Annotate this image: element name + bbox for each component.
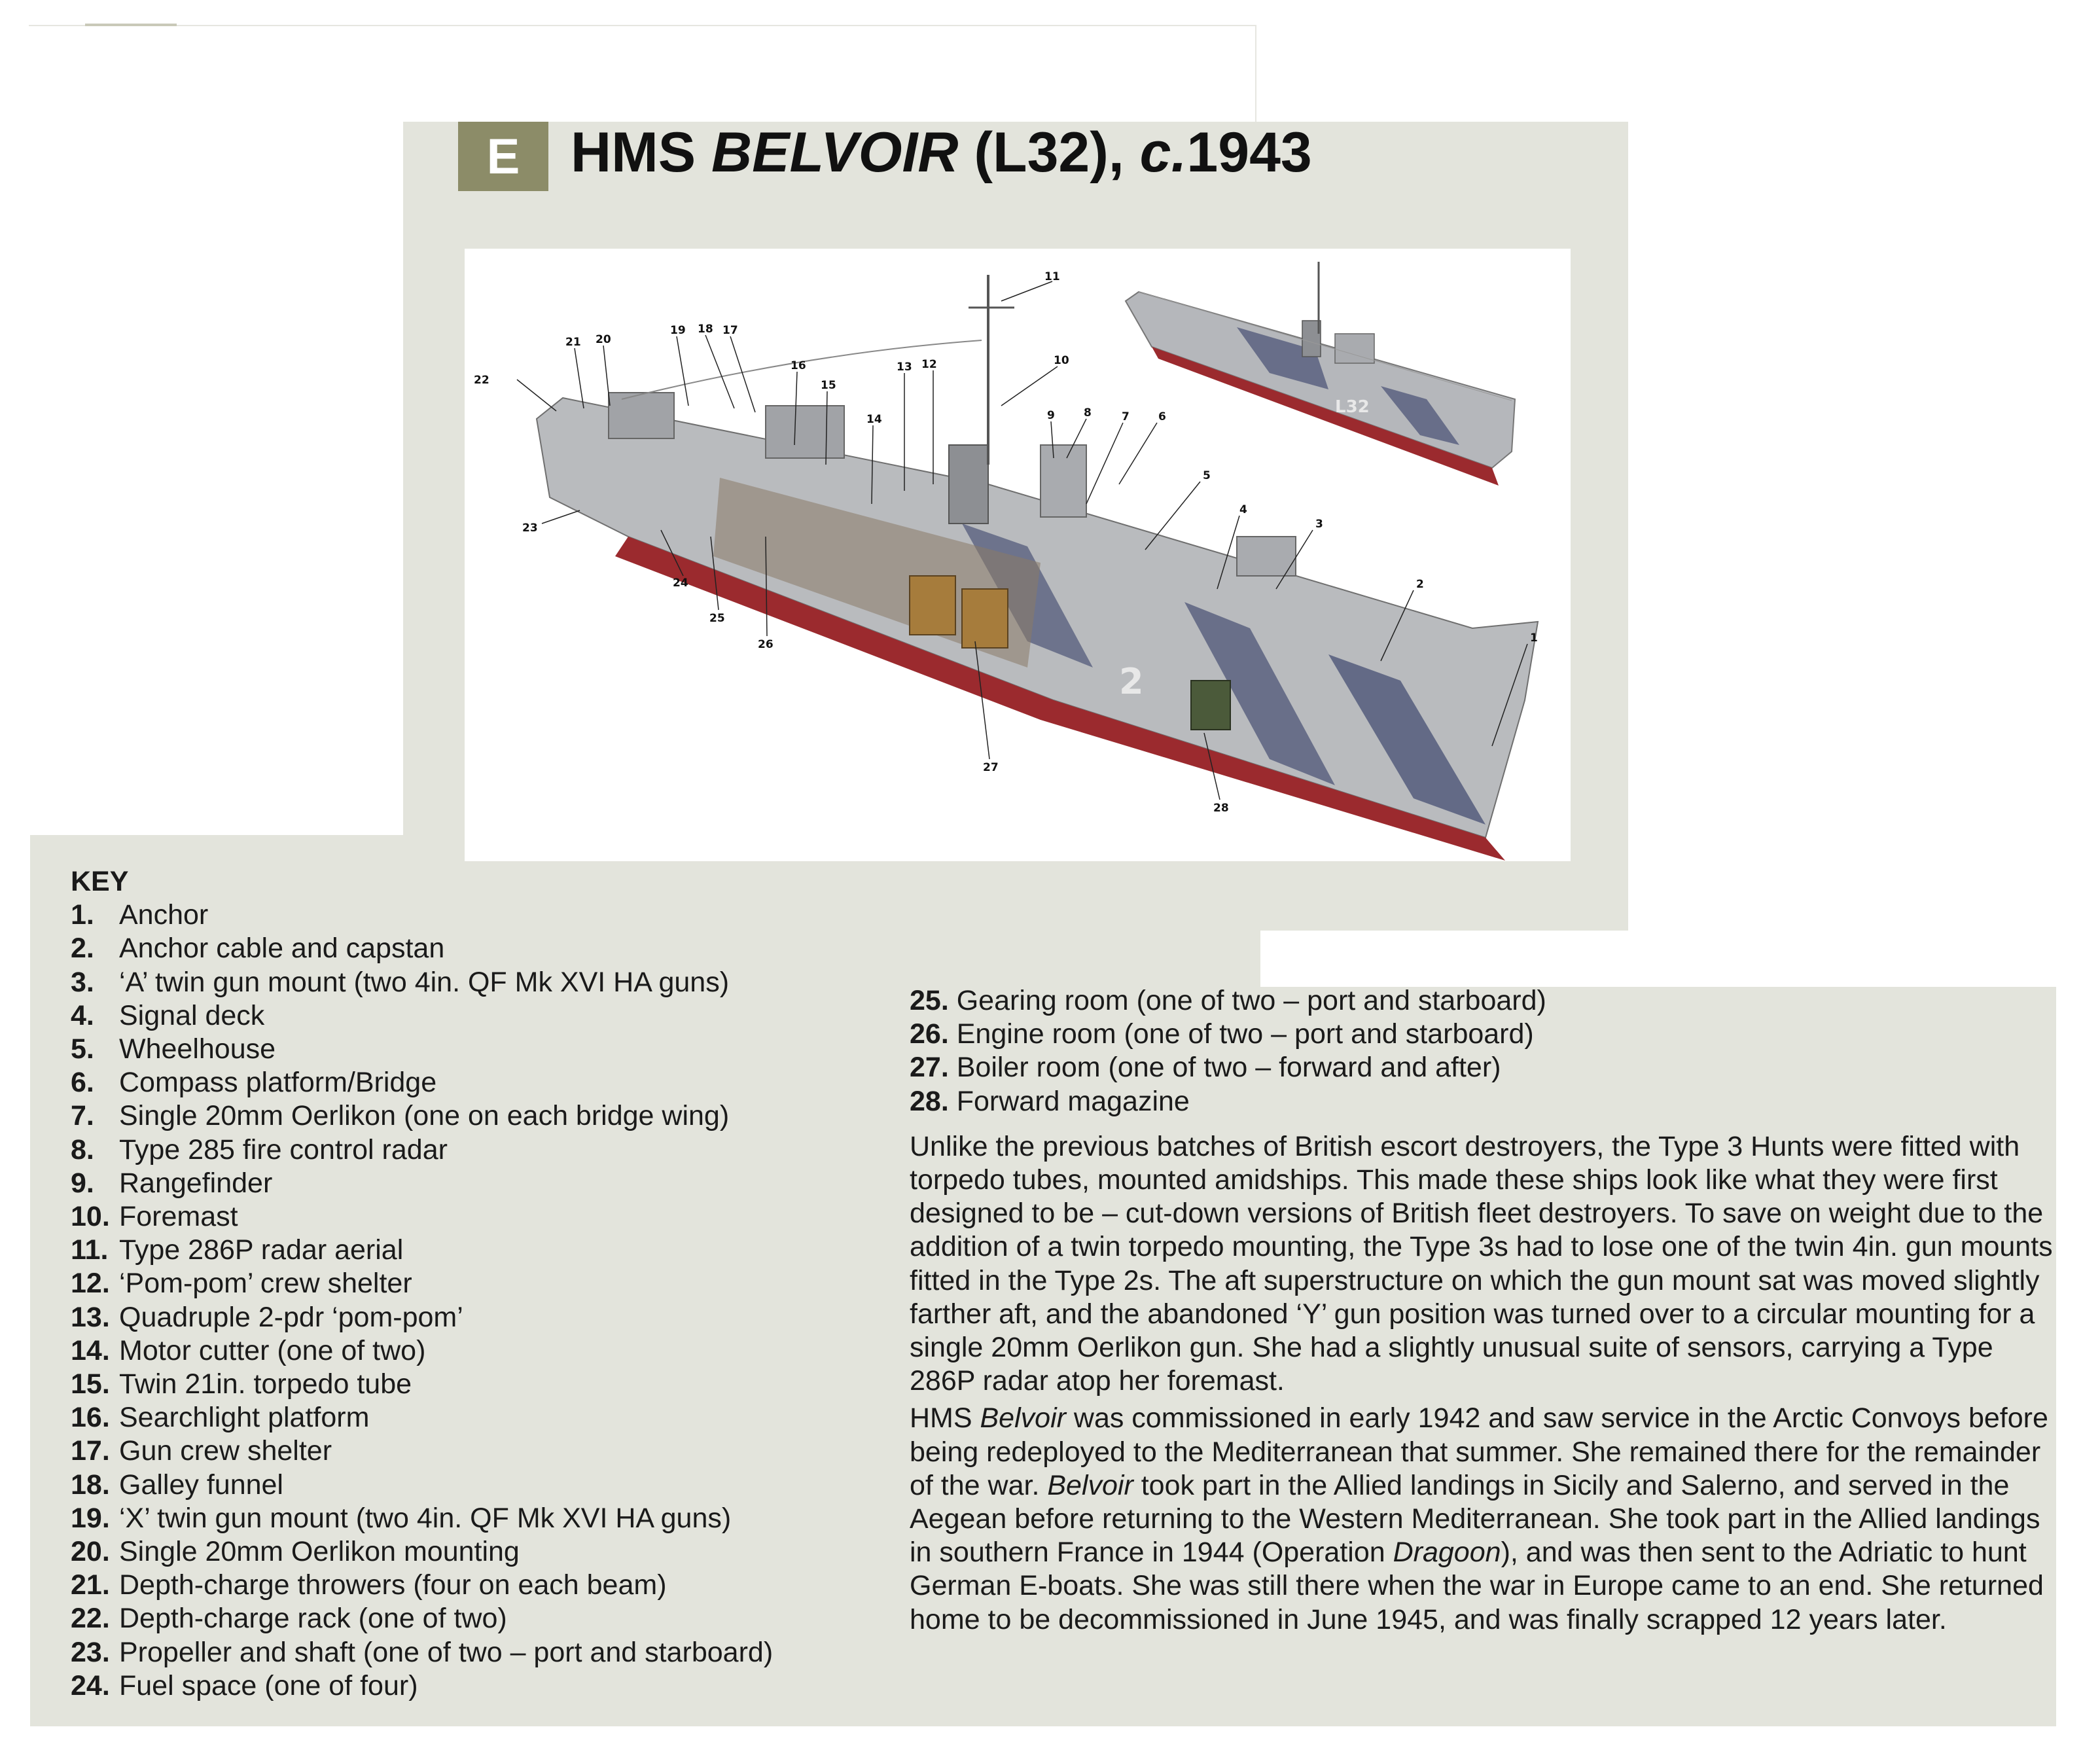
key-item: 21. Depth-charge throwers (four on each beam): [71, 1569, 667, 1601]
callout-4: 4: [1239, 503, 1247, 516]
callout-14: 14: [866, 413, 882, 426]
key-item: 9. Rangefinder: [71, 1167, 273, 1199]
callout-6: 6: [1158, 410, 1166, 423]
key-item: 5. Wheelhouse: [71, 1033, 276, 1065]
callout-3: 3: [1315, 518, 1323, 531]
key-item: 10. Foremast: [71, 1201, 238, 1233]
key-item: 26. Engine room (one of two – port and starboard): [910, 1018, 1534, 1050]
key-item: 19. ‘X’ twin gun mount (two 4in. QF Mk XVI HA guns): [71, 1502, 732, 1534]
callout-12: 12: [921, 358, 937, 371]
key-item: 12. ‘Pom-pom’ crew shelter: [71, 1268, 412, 1300]
callout-23: 23: [522, 522, 538, 535]
callout-22: 22: [474, 374, 489, 387]
key-item: 2. Anchor cable and capstan: [71, 933, 445, 965]
key-item: 20. Single 20mm Oerlikon mounting: [71, 1536, 520, 1568]
plate-title: HMS BELVOIR (L32), c.1943: [571, 121, 1312, 184]
ship-profile-view: [1126, 262, 1515, 486]
hull-number-2: 2: [1119, 661, 1144, 702]
key-item: 16. Searchlight platform: [71, 1402, 370, 1434]
key-item: 18. Galley funnel: [71, 1468, 283, 1501]
callout-5: 5: [1203, 469, 1211, 482]
key-item: 8. Type 285 fire control radar: [71, 1133, 448, 1166]
callout-7: 7: [1122, 410, 1130, 423]
key-item: 24. Fuel space (one of four): [71, 1669, 418, 1701]
key-item: 6. Compass platform/Bridge: [71, 1067, 437, 1099]
callout-15: 15: [821, 379, 836, 392]
ship-illustration: [465, 249, 1571, 861]
callout-1: 1: [1530, 632, 1538, 645]
key-item: 3. ‘A’ twin gun mount (two 4in. QF Mk XVI HA guns): [71, 966, 730, 998]
key-item: 28. Forward magazine: [910, 1085, 1190, 1117]
callout-10: 10: [1054, 354, 1069, 367]
top-rule-accent: [85, 24, 177, 26]
callout-25: 25: [709, 612, 725, 625]
key-item: 22. Depth-charge rack (one of two): [71, 1603, 507, 1635]
callout-28: 28: [1213, 802, 1229, 815]
key-heading: KEY: [71, 866, 129, 897]
key-item: 17. Gun crew shelter: [71, 1435, 332, 1467]
key-item: 13. Quadruple 2-pdr ‘pom-pom’: [71, 1301, 463, 1333]
key-item: 11. Type 286P radar aerial: [71, 1234, 404, 1266]
profile-hull-number: L32: [1335, 397, 1370, 417]
callout-11: 11: [1044, 270, 1060, 283]
callout-16: 16: [791, 359, 806, 372]
ship-cutaway-drawing: [465, 249, 1571, 861]
key-item: 23. Propeller and shaft (one of two – port and starboard): [71, 1636, 774, 1668]
body-paragraph-1: Unlike the previous batches of British escort destroyers, the Type 3 Hunts were fitted with torpedo tubes, mounted amidships. This made these ships look like what they were first designed to be – cut-down versions of British fleet destroyers. To save on weight due to the addition of a twin torpedo mounting, the Type 3s had to lose one of the twin 4in. gun mounts fitted in the Type 2s. The aft superstructure on which the gun mount sat was moved slightly farther aft, and the abandoned ‘Y’ gun position was turned over to a circular mounting for a single 20mm Oerlikon gun. She had a slightly unusual suite of sensors, carrying a Type 286P radar atop her foremast.: [910, 1130, 2053, 1397]
callout-24: 24: [673, 577, 688, 590]
key-item: 25. Gearing room (one of two – port and starboard): [910, 985, 1546, 1016]
callout-27: 27: [983, 761, 999, 774]
plate-letter-badge: E: [458, 122, 548, 191]
callout-13: 13: [897, 361, 912, 374]
callout-18: 18: [698, 323, 713, 336]
callout-20: 20: [596, 333, 611, 346]
body-paragraph-2: HMS Belvoir was commissioned in early 1942 and saw service in the Arctic Convoys before being redeployed to the Mediterranean that summer. She remained there for the remainder of the war. Belvoir took part in the Allied landings in Sicily and Salerno, and served in the Aegean before returning to the Western Mediterranean. She took part in the Allied landings in southern France in 1944 (Operation Dragoon), and was then sent to the Adriatic to hunt German E-boats. She was still there when the war in Europe came to an end. She returned home to be decommissioned in June 1945, and was finally scrapped 12 years later.: [910, 1402, 2048, 1635]
frame-rule: [1255, 25, 1256, 123]
key-item: 14. Motor cutter (one of two): [71, 1334, 426, 1366]
callout-26: 26: [758, 638, 774, 651]
key-item: 15. Twin 21in. torpedo tube: [71, 1368, 412, 1400]
callout-8: 8: [1084, 406, 1092, 419]
key-continued-and-text: [910, 984, 2061, 1637]
key-item: 7. Single 20mm Oerlikon (one on each bridge wing): [71, 1100, 730, 1132]
callout-21: 21: [565, 336, 581, 349]
key-item: 27. Boiler room (one of two – forward and after): [910, 1052, 1501, 1084]
callout-9: 9: [1047, 409, 1055, 422]
callout-17: 17: [722, 324, 738, 337]
key-item: 4. Signal deck: [71, 999, 265, 1031]
key-list: [71, 865, 921, 1703]
key-item: 1. Anchor: [71, 899, 209, 931]
top-rule: [29, 25, 1256, 26]
callout-2: 2: [1416, 578, 1424, 591]
callout-19: 19: [670, 324, 686, 337]
